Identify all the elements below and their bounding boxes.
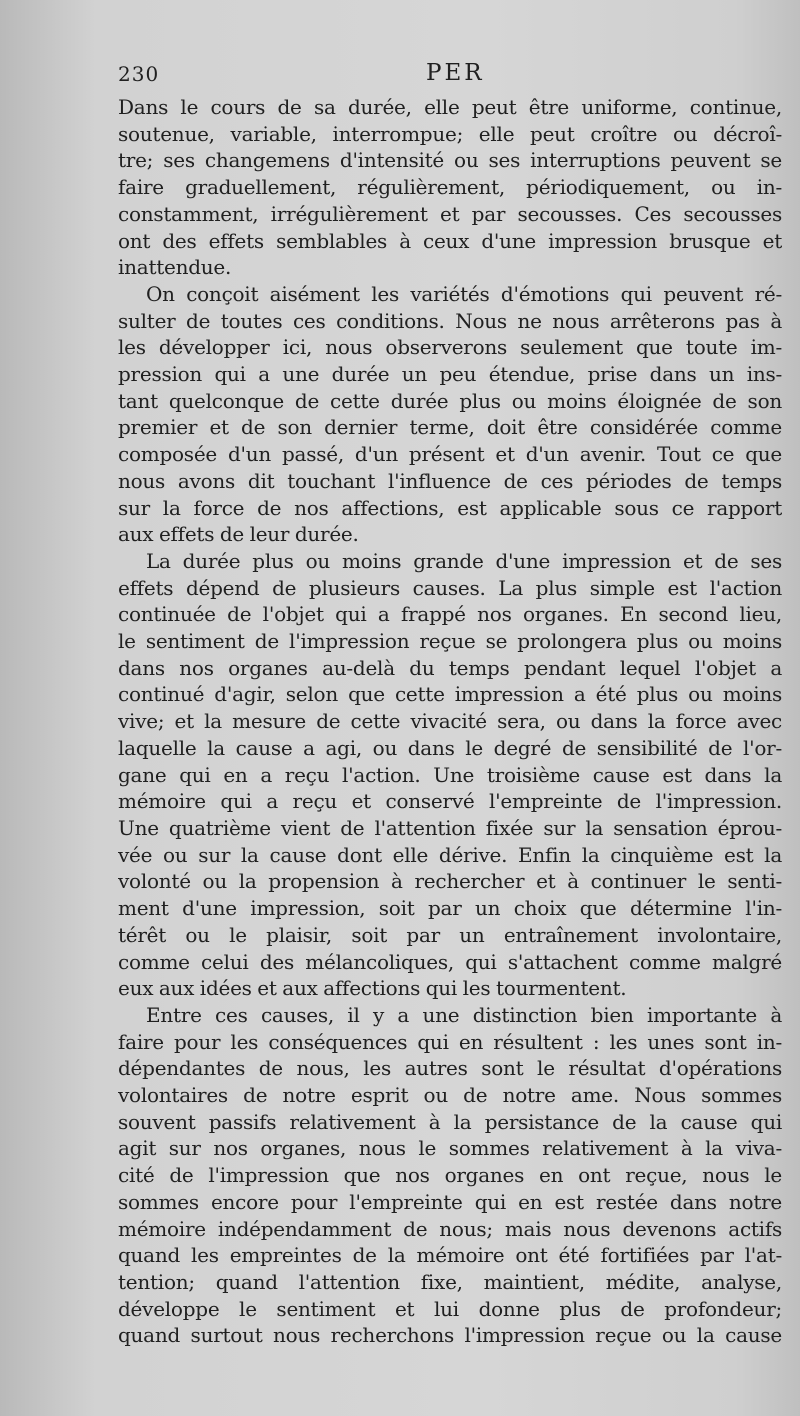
text-line: mémoire qui a reçu et conservé l'empreinte de l'impression. bbox=[118, 789, 782, 814]
text-line: ont des effets semblables à ceux d'une impression brusque et bbox=[118, 228, 782, 253]
text-line: tant quelconque de cette durée plus ou moins éloignée de son bbox=[118, 388, 782, 413]
text-line: continué d'agir, selon que cette impression a été plus ou moins bbox=[118, 682, 782, 707]
page-header bbox=[118, 60, 778, 94]
text-line: souvent passifs relativement à la persistance de la cause qui bbox=[118, 1109, 782, 1134]
text-line: sommes encore pour l'empreinte qui en est restée dans notre bbox=[118, 1189, 782, 1214]
text-line: le sentiment de l'impression reçue se prolongera plus ou moins bbox=[118, 629, 782, 654]
text-line: eux aux idées et aux affections qui les tourmentent. bbox=[118, 976, 627, 1001]
text-line: constamment, irrégulièrement et par secousses. Ces secousses bbox=[118, 201, 782, 226]
text-line: effets dépend de plusieurs causes. La plus simple est l'action bbox=[118, 575, 782, 600]
text-line: On conçoit aisément les variétés d'émotions qui peuvent ré- bbox=[146, 281, 782, 306]
text-line: mémoire indépendamment de nous; mais nous devenons actifs bbox=[118, 1216, 782, 1241]
text-line: cité de l'impression que nos organes en ont reçue, nous le bbox=[118, 1163, 782, 1188]
text-line: volonté ou la propension à rechercher et à continuer le senti- bbox=[118, 869, 782, 894]
text-line: faire graduellement, régulièrement, périodiquement, ou in- bbox=[118, 175, 782, 200]
text-line: les développer ici, nous observerons seulement que toute im- bbox=[118, 335, 782, 360]
text-line: vée ou sur la cause dont elle dérive. Enfin la cinquième est la bbox=[118, 842, 782, 867]
running-head: PER bbox=[426, 60, 485, 86]
text-line: faire pour les conséquences qui en résultent : les unes sont in- bbox=[118, 1029, 782, 1054]
text-line: sulter de toutes ces conditions. Nous ne nous arrêterons pas à bbox=[118, 308, 782, 333]
text-line: pression qui a une durée un peu étendue, prise dans un ins- bbox=[118, 362, 782, 387]
text-line: Une quatrième vient de l'attention fixée sur la sensation éprou- bbox=[118, 815, 782, 840]
page-number: 230 bbox=[118, 62, 160, 86]
text-line: développe le sentiment et lui donne plus de profondeur; bbox=[118, 1296, 782, 1321]
text-line: tention; quand l'attention fixe, maintient, médite, analyse, bbox=[118, 1269, 782, 1294]
text-line: tre; ses changemens d'intensité ou ses interruptions peuvent se bbox=[118, 148, 782, 173]
text-line: dépendantes de nous, les autres sont le résultat d'opérations bbox=[118, 1056, 782, 1081]
text-line: Dans le cours de sa durée, elle peut être uniforme, continue, bbox=[118, 95, 782, 119]
text-line: La durée plus ou moins grande d'une impression et de ses bbox=[146, 548, 782, 573]
text-line: quand les empreintes de la mémoire ont été fortifiées par l'at- bbox=[118, 1243, 782, 1268]
text-line: laquelle la cause a agi, ou dans le degré de sensibilité de l'or- bbox=[118, 735, 782, 760]
text-line: inattendue. bbox=[118, 255, 232, 280]
text-line: premier et de son dernier terme, doit être considérée comme bbox=[118, 415, 782, 440]
text-line: aux effets de leur durée. bbox=[118, 522, 359, 547]
text-line: quand surtout nous recherchons l'impression reçue ou la cause bbox=[118, 1323, 782, 1348]
text-line: gane qui en a reçu l'action. Une troisième cause est dans la bbox=[118, 762, 782, 787]
text-line: volontaires de notre esprit ou de notre ame. Nous sommes bbox=[118, 1083, 782, 1108]
text-line: comme celui des mélancoliques, qui s'attachent comme malgré bbox=[118, 949, 782, 974]
text-line: nous avons dit touchant l'influence de ces périodes de temps bbox=[118, 468, 782, 493]
text-line: sur la force de nos affections, est applicable sous ce rapport bbox=[118, 495, 782, 520]
text-line: vive; et la mesure de cette vivacité sera, ou dans la force avec bbox=[118, 709, 782, 734]
text-line: térêt ou le plaisir, soit par un entraînement involontaire, bbox=[118, 922, 782, 947]
text-line: soutenue, variable, interrompue; elle peut croître ou décroî- bbox=[118, 121, 782, 146]
text-line: continuée de l'objet qui a frappé nos organes. En second lieu, bbox=[118, 602, 782, 627]
text-line: dans nos organes au-delà du temps pendant lequel l'objet a bbox=[118, 655, 782, 680]
body-text bbox=[118, 94, 782, 1349]
text-line: ment d'une impression, soit par un choix que détermine l'in- bbox=[118, 896, 782, 921]
text-line: composée d'un passé, d'un présent et d'un avenir. Tout ce que bbox=[118, 442, 782, 467]
text-line: agit sur nos organes, nous le sommes relativement à la viva- bbox=[118, 1136, 782, 1161]
text-line: Entre ces causes, il y a une distinction bien importante à bbox=[146, 1002, 782, 1027]
